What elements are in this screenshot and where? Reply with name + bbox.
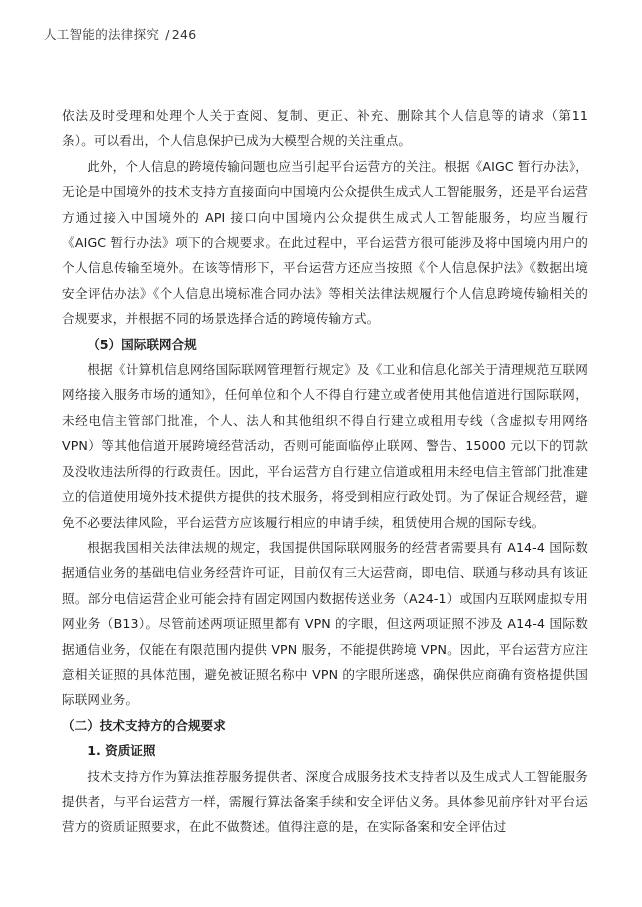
section-heading-international-networking: （5）国际联网合规 — [87, 336, 197, 352]
paragraph-networking-regulations: 根据《计算机信息网络国际联网管理暂行规定》及《工业和信息化部关于清理规范互联网网络接入服务市场的通知》，任何单位和个人不得自行建立或者使用其他信道进行国际联网，未经电信主管部门批准，个人、法人和其他组织不得自行建立或租用专线（含虚拟专用网络 VPN）等其他信道开展跨境经营活动，否则可能面临停止联网、警告、15000 元以下的罚款及没收违法所得的行政责任。因此，平台运营方自行建立信道或租用未经电信主管部门批准建立的信道使用境外技术提供方提供的技术服务，将受到相应行政处罚。为了保证合规经营，避免不必要法律风险，平台运营方应该履行相应的申请手续，租赁使用合规的国际专线。 — [62, 362, 588, 530]
paragraph-cross-border-transfer: 此外，个人信息的跨境传输问题也应当引起平台运营方的关注。根据《AIGC 暂行办法》，无论是中国境外的技术支持方直接面向中国境内公众提供生成式人工智能服务，还是平台运营方通过接入中国境外的 API 接口向中国境内公众提供生成式人工智能服务，均应当履行《AIGC 暂行办法》项下的合规要求。在此过程中，平台运营方很可能涉及将中国境内用户的个人信息传输至境外。在该等情形下，平台运营方还应当按照《个人信息保护法》《数据出境安全评估办法》《个人信息出境标准合同办法》等相关法律法规履行个人信息跨境传输相关的合规要求，并根据不同的场景选择合适的跨境传输方式。 — [62, 158, 588, 327]
section-heading-tech-support-compliance: （二）技术支持方的合规要求 — [62, 717, 226, 733]
paragraph-license-requirements: 根据我国相关法律法规的规定，我国提供国际联网服务的经营者需要具有 A14-4 国际数据通信业务的基础电信业务经营许可证，目前仅有三大运营商，即电信、联通与移动具有该证照。部分电信运营企业可能会持有固定网国内数据传送业务（A24-1）或国内互联网虚拟专用网业务（B13）。尽管前述两项证照里都有 VPN 的字眼，但这两项证照不涉及 A14-4 国际数据通信业务，仅能在有限范围内提供 VPN 服务，不能提供跨境 VPN。因此，平台运营方应注意相关证照的具体范围，避免被证照名称中 VPN 的字眼所迷惑，确保供应商确有资格提供国际联网业务。 — [62, 539, 588, 708]
book-title: 人工智能的法律探究 — [44, 27, 160, 42]
running-header — [44, 25, 196, 43]
subsection-heading-qualifications: 1. 资质证照 — [87, 743, 156, 759]
page-body — [62, 103, 588, 840]
paragraph-tech-support-qualifications: 技术支持方作为算法推荐服务提供者、深度合成服务技术支持者以及生成式人工智能服务提供者，与平台运营方一样，需履行算法备案手续和安全评估义务。具体参见前序针对平台运营方的资质证照要求，在此不做赘述。值得注意的是，在实际备案和安全评估过 — [62, 768, 588, 835]
paragraph-continuation: 依法及时受理和处理个人关于查阅、复制、更正、补充、删除其个人信息等的请求（第11条）。可以看出，个人信息保护已成为大模型合规的关注重点。 — [62, 108, 588, 149]
header-separator: / — [165, 27, 170, 42]
page-number: 246 — [171, 27, 197, 42]
